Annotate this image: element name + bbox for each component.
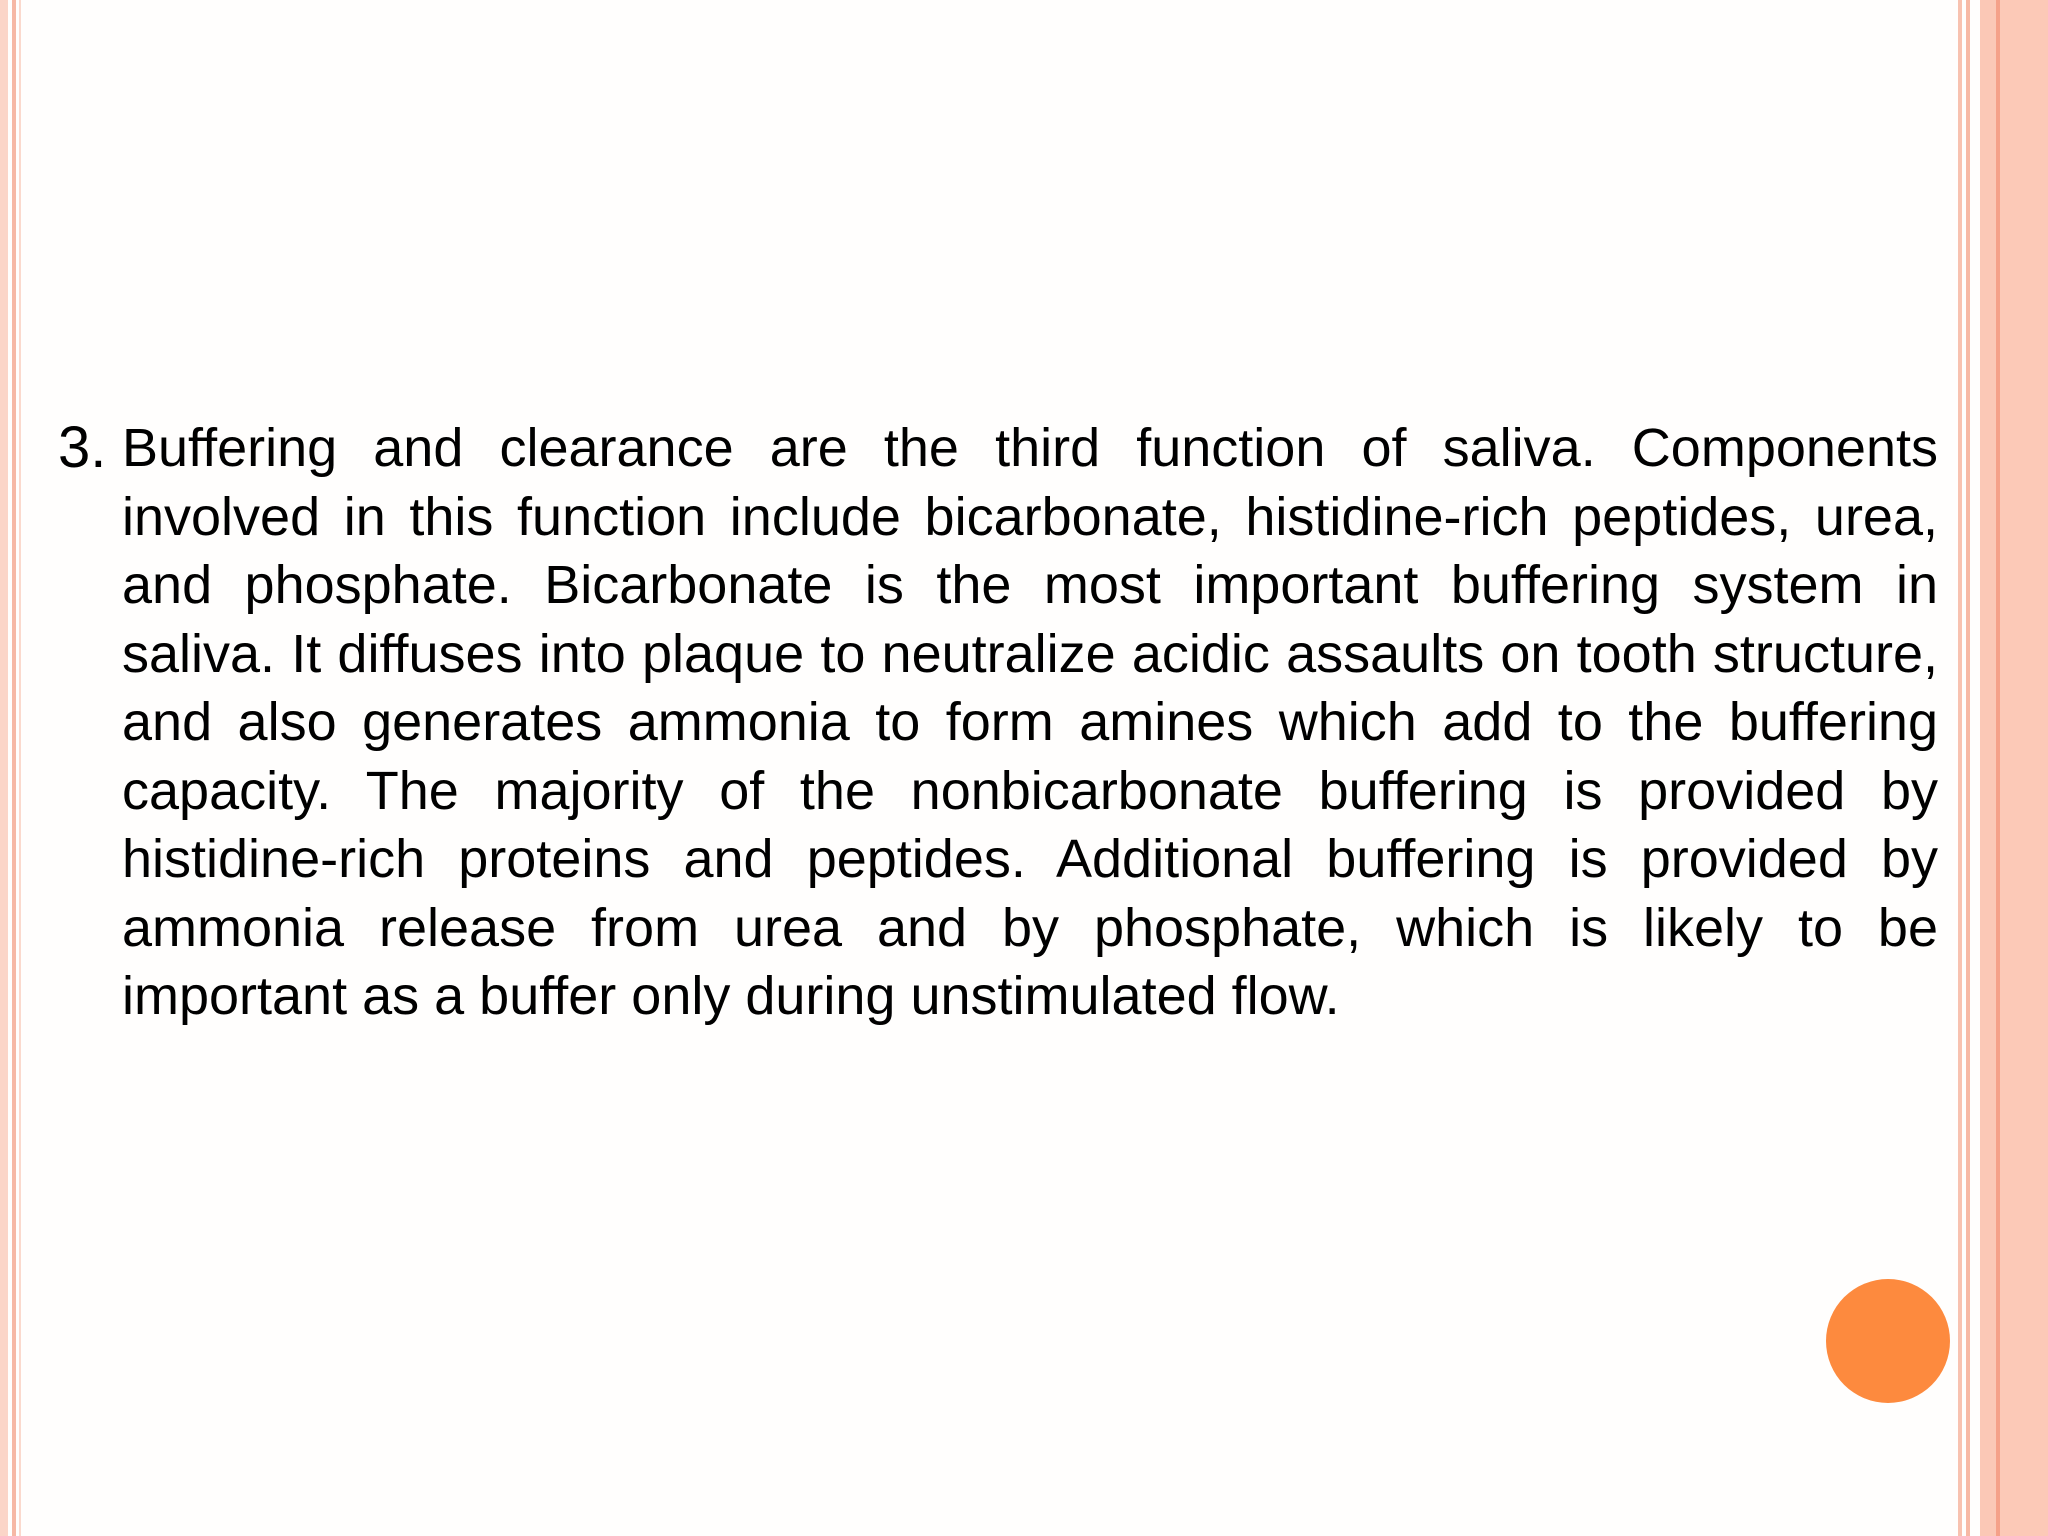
right-border-line-1	[1958, 0, 1962, 1536]
right-border-edge	[2000, 0, 2048, 1536]
left-border-stripe	[0, 0, 8, 1536]
left-border-line	[12, 0, 16, 1536]
numbered-paragraph	[58, 414, 1938, 1031]
decorative-circle-icon	[1826, 1279, 1950, 1403]
left-border-thin-line	[19, 0, 21, 1536]
item-number: 3.	[58, 415, 107, 480]
paragraph-text: Buffering and clearance are the third function of saliva. Components involved in this function include bicarbonate, histidine-rich peptides, urea, and phosphate. Bicarbonate is the most important buffering system in saliva. It diffuses into plaque to neutralize acidic assaults on tooth structure, and also generates ammonia to form amines which add to the buffering capacity. The majority of the nonbicarbonate buffering is provided by histidine-rich proteins and peptides. Additional buffering is provided by ammonia release from urea and by phosphate, which is likely to be important as a buffer only during unstimulated flow.	[122, 418, 1938, 1026]
slide-body	[58, 414, 1938, 1031]
right-border-line-2	[1966, 0, 1970, 1536]
right-border-band	[1980, 0, 1996, 1536]
